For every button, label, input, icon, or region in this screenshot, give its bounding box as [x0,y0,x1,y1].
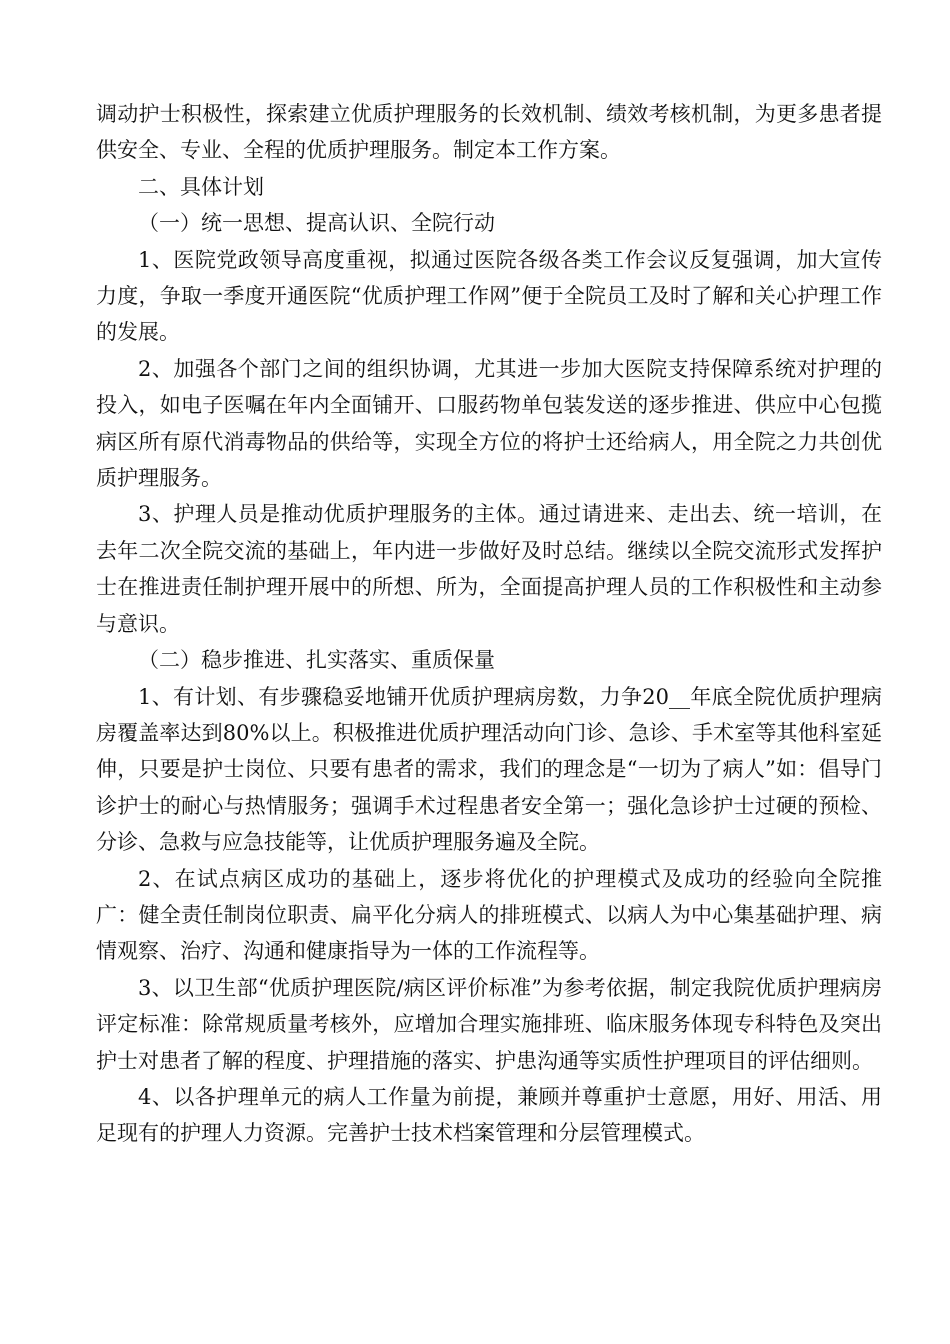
paragraph: 2、加强各个部门之间的组织协调，尤其进一步加大医院支持保障系统对护理的投入，如电子医嘱在年内全面铺开、口服药物单包装发送的逐步推进、供应中心包揽病区所有原代消毒物品的供给等，实现全方位的将护士还给病人，用全院之力共创优质护理服务。 [96,356,882,491]
paragraph-continuation: 调动护士积极性，探索建立优质护理服务的长效机制、绩效考核机制，为更多患者提供安全、专业、全程的优质护理服务。制定本工作方案。 [96,102,882,163]
paragraph: 1、医院党政领导高度重视，拟通过医院各级各类工作会议反复强调，加大宣传力度，争取一季度开通医院“优质护理工作网”便于全院员工及时了解和关心护理工作的发展。 [96,247,882,345]
subsection-heading: （二）稳步推进、扎实落实、重质保量 [138,648,495,673]
section-heading: 二、具体计划 [138,174,264,199]
paragraph: 3、以卫生部“优质护理医院/病区评价标准”为参考依据，制定我院优质护理病房评定标准：除常规质量考核外，应增加合理实施排班、临床服务体现专科特色及突出护士对患者了解的程度、护理措施的落实、护患沟通等实质性护理项目的评估细则。 [96,975,882,1073]
paragraph: 1、有计划、有步骤稳妥地铺开优质护理病房数，力争20__年底全院优质护理病房覆盖率达到80%以上。积极推进优质护理活动向门诊、急诊、手术室等其他科室延伸，只要是护士岗位、只要有患者的需求，我们的理念是“一切为了病人”如：倡导门诊护士的耐心与热情服务；强调手术过程患者安全第一；强化急诊护士过硬的预检、分诊、急救与应急技能等，让优质护理服务遍及全院。 [96,684,882,855]
subsection-heading: （一）统一思想、提高认识、全院行动 [138,211,495,236]
paragraph: 4、以各护理单元的病人工作量为前提，兼顾并尊重护士意愿，用好、用活、用足现有的护理人力资源。完善护士技术档案管理和分层管理模式。 [96,1084,882,1146]
paragraph: 2、在试点病区成功的基础上，逐步将优化的护理模式及成功的经验向全院推广：健全责任制岗位职责、扁平化分病人的排班模式、以病人为中心集基础护理、病情观察、治疗、沟通和健康指导为一体的工作流程等。 [96,866,882,964]
document-body [96,96,882,1152]
paragraph: 3、护理人员是推动优质护理服务的主体。通过请进来、走出去、统一培训，在去年二次全院交流的基础上，年内进一步做好及时总结。继续以全院交流形式发挥护士在推进责任制护理开展中的所想、所为，全面提高护理人员的工作积极性和主动参与意识。 [96,502,882,636]
